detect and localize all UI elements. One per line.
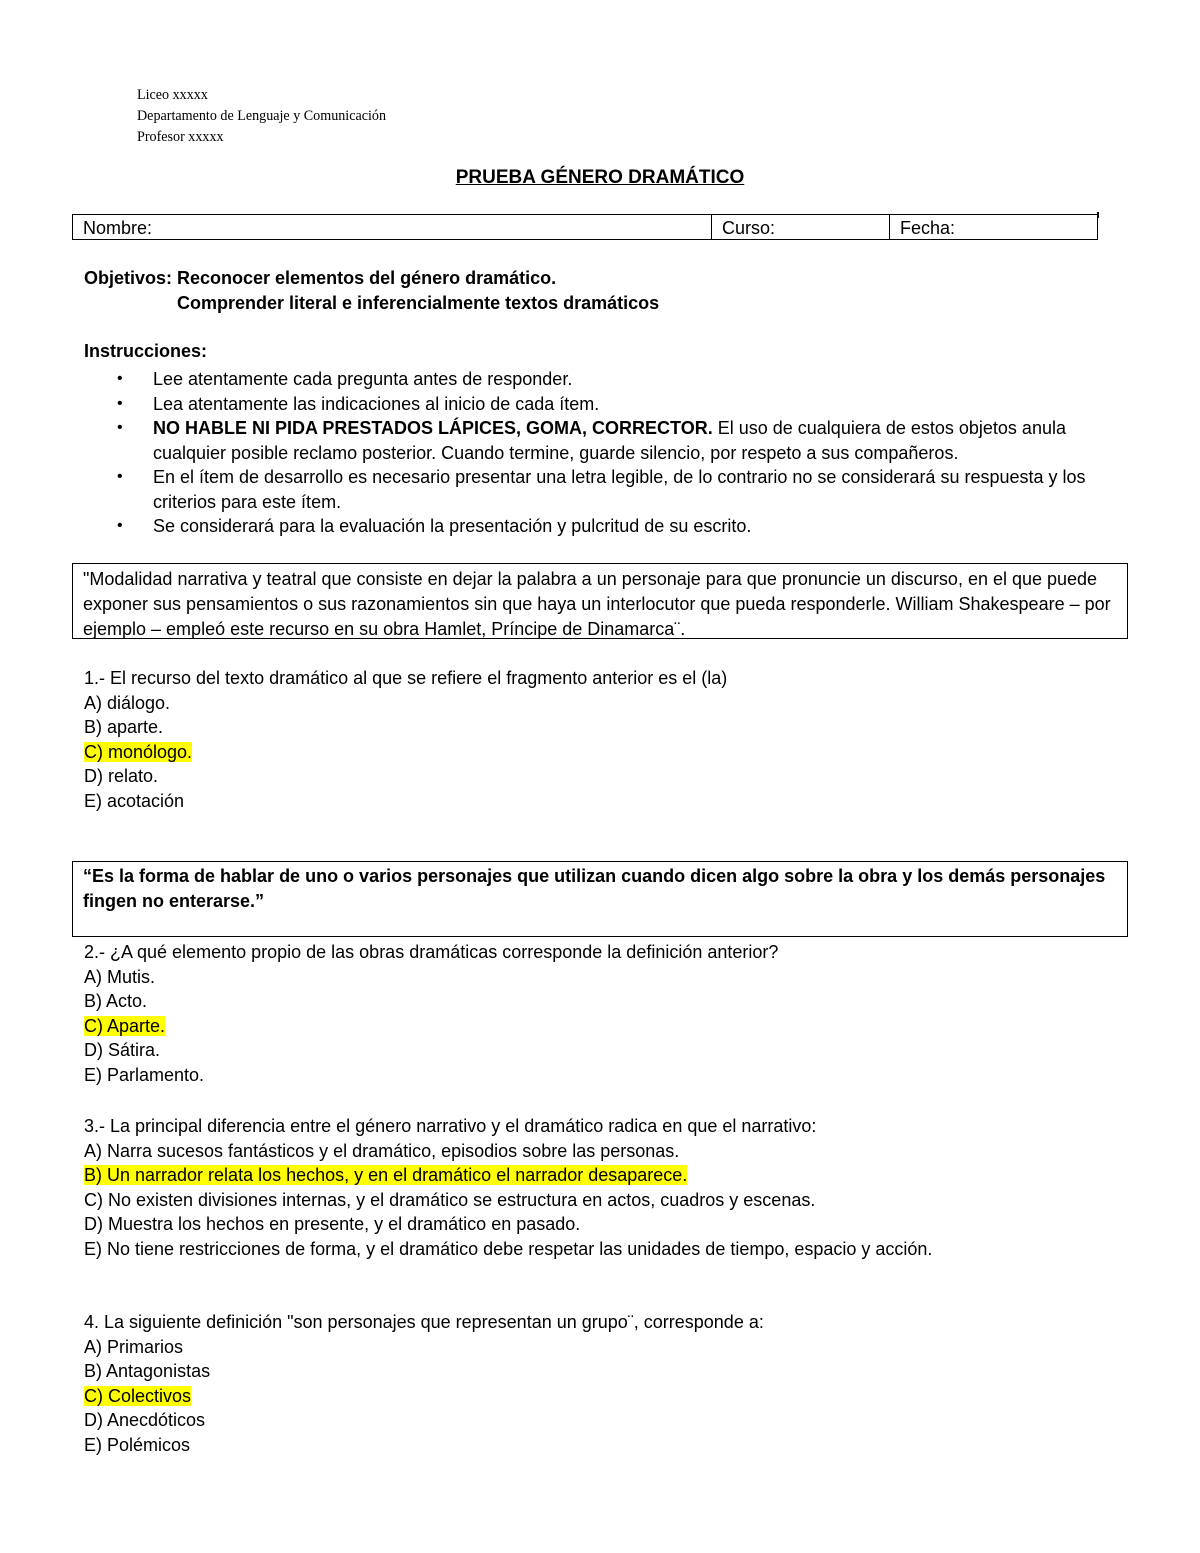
option-e[interactable] xyxy=(84,1237,1144,1262)
quote-box-1: "Modalidad narrativa y teatral que consiste en dejar la palabra a un personaje para que pronuncie un discurso, en el que puede exponer sus pensamientos o sus razonamientos sin que haya un interlocutor que pueda responderle. William Shakespeare – por ejemplo – empleó este recurso en su obra Hamlet, Príncipe de Dinamarca¨. xyxy=(72,563,1128,639)
option-c[interactable] xyxy=(84,1188,1144,1213)
teacher-name: Profesor xxxxx xyxy=(137,129,224,145)
bullet-icon: • xyxy=(117,394,123,412)
bullet-icon: • xyxy=(117,419,123,436)
instruction-text: Lee atentamente cada pregunta antes de responder. xyxy=(153,369,573,389)
instruction-text: El uso de cualquiera de estos objetos anula cualquier posible reclamo posterior. Cuando termine, guarde silencio, por respeto a sus compañeros. xyxy=(153,418,1066,463)
option-text: E) acotación xyxy=(84,790,185,811)
option-b[interactable] xyxy=(84,715,1144,740)
option-text: A) Mutis. xyxy=(84,966,156,987)
student-info-table xyxy=(72,214,1098,240)
option-b[interactable] xyxy=(84,1163,1144,1188)
date-field[interactable]: Fecha: xyxy=(900,218,956,238)
option-text-highlighted: C) Aparte. xyxy=(84,1015,166,1036)
department-name: Departamento de Lenguaje y Comunicación xyxy=(137,108,387,124)
option-text-highlighted: C) Colectivos xyxy=(84,1385,192,1406)
question-stem: 3.- La principal diferencia entre el género narrativo y el dramático radica en que el narrativo: xyxy=(84,1116,817,1136)
option-text-highlighted: B) Un narrador relata los hechos, y en el dramático el narrador desaparece. xyxy=(84,1165,688,1186)
option-text: A) diálogo. xyxy=(84,692,171,713)
instruction-text: Lea atentamente las indicaciones al inicio de cada ítem. xyxy=(153,393,600,414)
option-text: D) Anecdóticos xyxy=(84,1410,206,1431)
name-field[interactable]: Nombre: xyxy=(73,215,712,239)
option-text: A) Narra sucesos fantásticos y el dramático, episodios sobre las personas. xyxy=(84,1140,680,1161)
option-text: A) Primarios xyxy=(84,1336,184,1357)
option-text: D) Muestra los hechos en presente, y el dramático en pasado. xyxy=(84,1214,581,1235)
option-c[interactable] xyxy=(84,1384,1144,1409)
option-text: C) No existen divisiones internas, y el dramático se estructura en actos, cuadros y escenas. xyxy=(84,1189,816,1210)
instructions-title: Instrucciones: xyxy=(84,341,208,361)
option-d[interactable] xyxy=(84,764,1144,789)
list-item xyxy=(84,392,1104,417)
option-text: E) Parlamento. xyxy=(84,1064,205,1085)
list-item xyxy=(84,465,1104,514)
option-d[interactable] xyxy=(84,1212,1144,1237)
instruction-text: Se considerará para la evaluación la presentación y pulcritud de su escrito. xyxy=(153,516,752,536)
option-text-highlighted: C) monólogo. xyxy=(84,741,193,762)
page-title: PRUEBA GÉNERO DRAMÁTICO xyxy=(455,167,745,188)
course-field[interactable]: Curso: xyxy=(712,215,890,239)
option-e[interactable] xyxy=(84,789,1144,814)
objectives xyxy=(84,266,659,316)
instruction-bold-text: NO HABLE NI PIDA PRESTADOS LÁPICES, GOMA, CORRECTOR. xyxy=(153,418,713,438)
objective-line-1: Objetivos: Reconocer elementos del género dramático. xyxy=(84,268,557,288)
question-1 xyxy=(84,666,1144,814)
option-e[interactable] xyxy=(84,1433,1144,1458)
option-text: D) Sátira. xyxy=(84,1040,161,1061)
option-b[interactable] xyxy=(84,989,1144,1014)
option-a[interactable] xyxy=(84,965,1144,990)
option-e[interactable] xyxy=(84,1063,1144,1088)
school-header xyxy=(137,85,386,148)
option-a[interactable] xyxy=(84,1335,1144,1360)
instructions-list xyxy=(84,367,1104,539)
option-d[interactable] xyxy=(84,1408,1144,1433)
question-4 xyxy=(84,1310,1144,1458)
option-text: E) Polémicos xyxy=(84,1434,191,1455)
option-text: E) No tiene restricciones de forma, y el dramático debe respetar las unidades de tiempo, espacio y acción. xyxy=(84,1238,933,1259)
option-a[interactable] xyxy=(84,1139,1144,1164)
question-2 xyxy=(84,940,1144,1088)
option-b[interactable] xyxy=(84,1359,1144,1384)
question-stem: 2.- ¿A qué elemento propio de las obras dramáticas corresponde la definición anterior? xyxy=(84,942,779,962)
question-stem: 1.- El recurso del texto dramático al que se refiere el fragmento anterior es el (la) xyxy=(84,668,728,688)
list-item xyxy=(84,514,1104,539)
option-c[interactable] xyxy=(84,1014,1144,1039)
objective-line-2: Comprender literal e inferencialmente textos dramáticos xyxy=(177,293,660,313)
bullet-icon: • xyxy=(117,517,123,534)
table-divider xyxy=(1097,212,1099,218)
list-item xyxy=(84,367,1104,392)
question-3 xyxy=(84,1114,1144,1262)
question-stem: 4. La siguiente definición "son personajes que representan un grupo¨, corresponde a: xyxy=(84,1312,764,1332)
quote-box-2: “Es la forma de hablar de uno o varios personajes que utilizan cuando dicen algo sobre la obra y los demás personajes fingen no enterarse.” xyxy=(72,861,1128,937)
instruction-text: En el ítem de desarrollo es necesario presentar una letra legible, de lo contrario no se considerará su respuesta y los criterios para este ítem. xyxy=(153,467,1086,512)
option-d[interactable] xyxy=(84,1038,1144,1063)
option-c[interactable] xyxy=(84,740,1144,765)
school-name: Liceo xxxxx xyxy=(137,87,208,103)
option-text: B) Antagonistas xyxy=(84,1361,211,1382)
bullet-icon: • xyxy=(117,370,123,387)
option-text: B) aparte. xyxy=(84,717,164,738)
option-text: B) Acto. xyxy=(84,991,148,1012)
bullet-icon: • xyxy=(117,468,123,485)
option-text: D) relato. xyxy=(84,766,159,787)
list-item xyxy=(84,416,1104,465)
option-a[interactable] xyxy=(84,691,1144,716)
